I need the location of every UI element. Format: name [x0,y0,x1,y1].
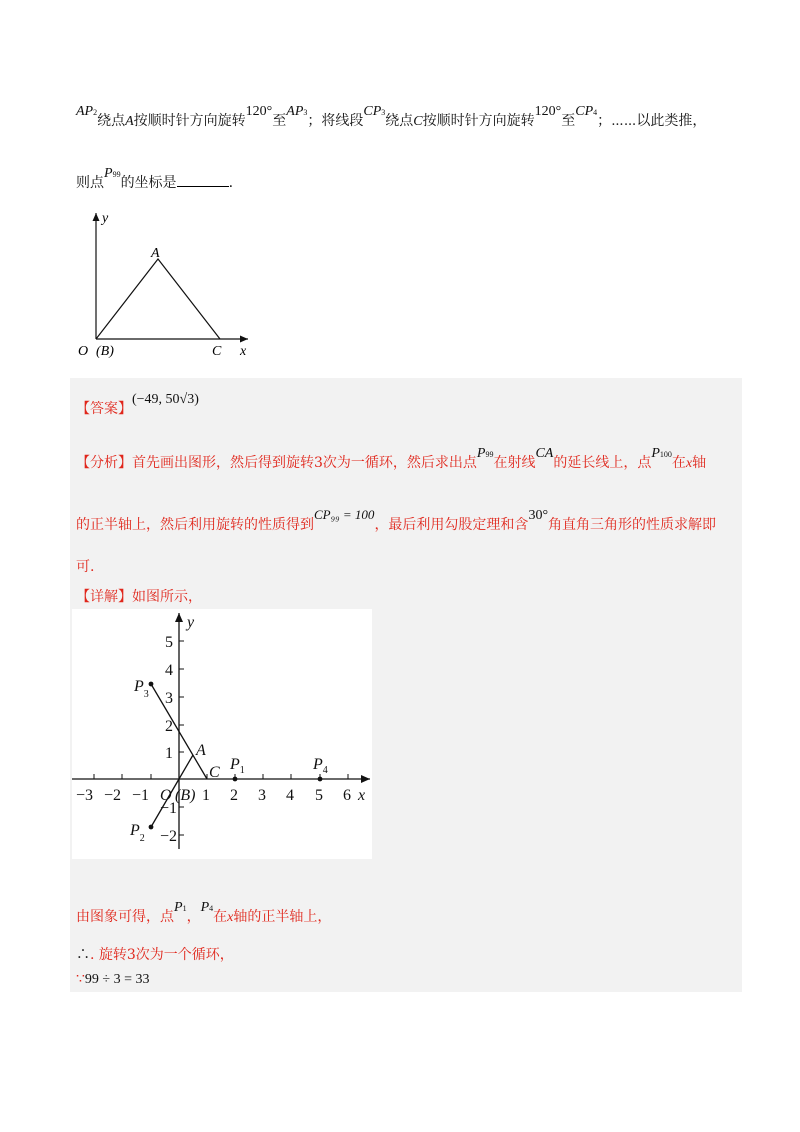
vertex-b-label: (B) [175,787,196,804]
analysis-line-1 [76,446,707,472]
text: 轴 [692,455,707,471]
text: 由图象可得，点 [76,909,174,925]
text: 在 [671,455,686,471]
point-p1-label: $P_1$ [230,756,245,776]
x-axis-ref: x [685,456,693,471]
therefore-line [76,944,234,964]
y-tick-label: −1 [160,800,178,817]
y-tick-label: −2 [160,828,178,845]
division-expression: 99 ÷ 3 = 33 [84,972,150,987]
x-tick-label: −2 [104,787,122,804]
text: 轴的正半轴上， [233,909,332,925]
y-tick-label: 4 [165,662,173,679]
y-tick-label: 1 [165,745,173,762]
equation-cp99: CP₉₉ = 100 [314,507,375,522]
text: 则点 [76,175,104,191]
origin-label: O [78,344,89,359]
point-c-label: C [413,114,423,129]
answer-line [76,392,199,418]
text: 绕点 [97,113,126,129]
point-p4-marker [318,777,323,782]
text: ，最后利用勾股定理和含 [374,517,529,533]
x-tick-label: 3 [258,787,266,804]
vertex-c-label: C [212,344,222,359]
angle-120: 120° [534,104,562,119]
vertex-b-label: (B) [96,344,114,359]
because-symbol: ∵ [76,971,85,987]
therefore-symbol: ∴ [76,947,90,963]
answer-label: 【答案】 [76,401,132,417]
x-tick-label: −1 [132,787,150,804]
because-line [76,971,150,988]
point-p2-label: $P_2$ [130,822,145,844]
origin-label: O [160,787,172,804]
x-tick-label: 5 [315,787,323,804]
point-p99: P99 [476,446,494,461]
text: 至 [272,113,287,129]
point-a-label: A [125,114,134,129]
point-p3-marker [149,682,154,687]
y-axis-label: y [187,614,195,631]
y-tick-label: 5 [165,634,173,651]
text: 的延长线上，点 [553,455,652,471]
text: 首先画出图形，然后得到旋转3次为一循环，然后求出点 [132,455,477,471]
ray-ca: CA [535,446,554,461]
text: ， [186,909,201,925]
x-axis-ref: x [227,910,234,925]
point-p2-marker [149,825,154,830]
problem-line-1 [76,104,707,130]
text: 绕点 [385,113,414,129]
conclusion-line [76,900,332,926]
segment-cp3: CP3 [363,104,386,119]
text: 至 [561,113,576,129]
text: 按顺时针方向旋转 [422,113,535,129]
point-p100: P100 [651,446,672,461]
text: 在 [213,909,228,925]
point-p1-marker [233,777,238,782]
text: 角直角三角形的性质求解即 [548,517,717,533]
analysis-line-3 [76,556,94,576]
triangle-figure [70,205,260,365]
rotation-coordinate-figure [72,609,372,859]
vertex-a-label: A [196,742,206,759]
text: 按顺时针方向旋转 [133,113,246,129]
y-tick-label: 2 [165,718,173,735]
analysis-line-2 [76,507,717,534]
x-axis-label: x [358,787,366,804]
vertex-a-label: A [151,246,160,261]
answer-blank [177,174,229,187]
segment-ap3: AP3 [286,104,308,119]
text: . [228,175,234,191]
point-p99: P99 [104,166,121,181]
segment-cp4: CP4 [575,104,598,119]
point-p1: P1 [174,900,187,915]
text: . 旋转3次为一个循环， [90,947,234,963]
analysis-label: 【分析】 [76,455,132,471]
angle-30: 30° [528,508,549,523]
segment-ap2: AP2 [76,104,98,119]
point-p4: P4 [200,900,214,915]
point-p4-label: $P_4$ [313,756,328,776]
detail-line [76,586,202,606]
text: ；⋯⋯以此类推， [597,113,707,129]
text: 的正半轴上，然后利用旋转的性质得到 [76,517,314,533]
point-p3-label: $P_3$ [134,678,149,700]
angle-120: 120° [245,104,273,119]
x-tick-label: 1 [202,787,210,804]
text: 可. [76,559,95,575]
detail-label: 【详解】 [76,589,132,605]
x-tick-label: −3 [76,787,94,804]
x-tick-label: 6 [343,787,351,804]
y-axis-label: y [102,211,109,226]
text: 在射线 [493,455,536,471]
x-tick-label: 2 [230,787,238,804]
text: 如图所示， [132,589,202,605]
y-tick-label: 3 [165,690,173,707]
text: ；将线段 [307,113,364,129]
problem-line-2 [76,166,234,192]
vertex-c-label: C [209,764,220,781]
x-tick-label: 4 [286,787,294,804]
text: 的坐标是 [120,175,177,191]
answer-value: (−49, 50√3) [132,392,199,407]
x-axis-label: x [240,344,247,359]
